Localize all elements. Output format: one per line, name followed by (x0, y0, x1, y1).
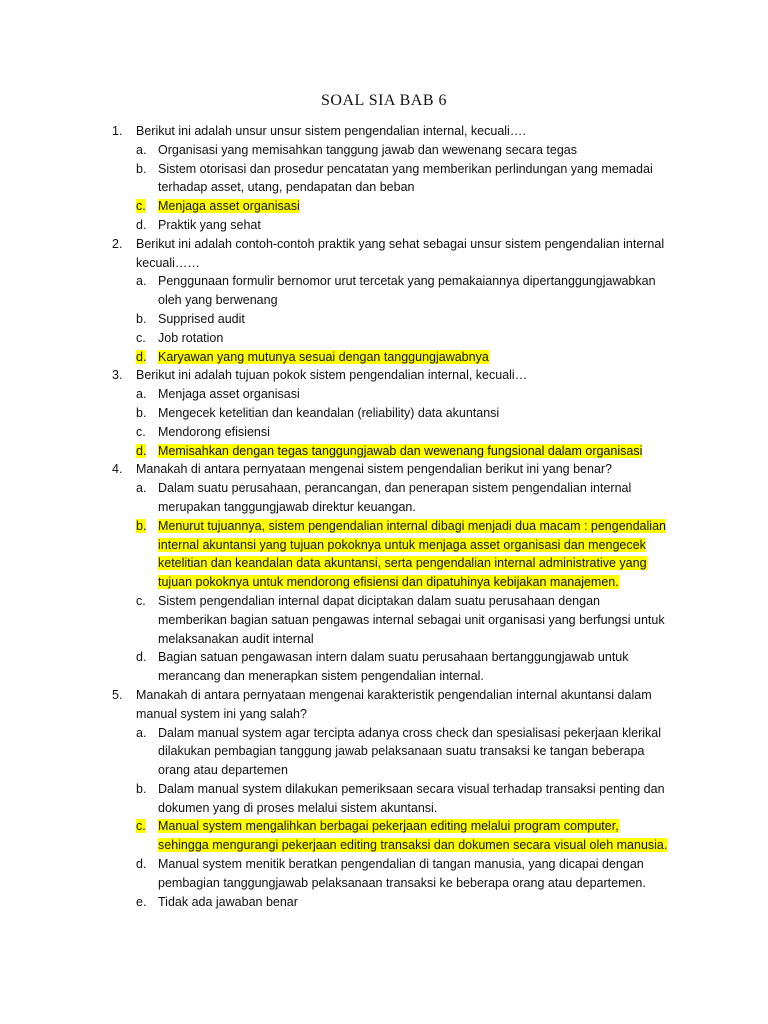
option-line (158, 742, 682, 761)
option-item-highlighted (136, 517, 682, 592)
option-text: Karyawan yang mutunya sesuai dengan tanggungjawabnya (158, 349, 489, 364)
option-letter: e. (136, 894, 147, 909)
question-number: 2. (112, 236, 123, 251)
option-line (158, 385, 682, 404)
question-text: Berikut ini adalah tujuan pokok sistem pengendalian internal, kecuali… (136, 368, 528, 383)
option-list (136, 724, 682, 912)
question-number: 4. (112, 462, 123, 477)
option-line (158, 611, 682, 630)
option-letter (136, 517, 146, 536)
option-text: oleh yang berwenang (158, 293, 278, 308)
option-letter: b. (136, 311, 147, 326)
option-list (136, 385, 682, 460)
option-letter: a. (136, 274, 147, 289)
option-letter (136, 348, 146, 367)
option-text: merupakan tanggungjawab direktur keuangan. (158, 499, 416, 514)
option-text: tujuan pokoknya untuk mendorong efisiensi dan dipatuhinya kebijakan manajemen. (158, 575, 619, 590)
option-line (158, 592, 682, 611)
option-item (136, 423, 682, 442)
option-text: orang atau departemen (158, 763, 288, 778)
option-item (136, 160, 682, 198)
option-line (158, 817, 682, 836)
option-line (158, 761, 682, 780)
question-number: 1. (112, 124, 123, 138)
option-text: Sistem pengendalian internal dapat diciptakan dalam suatu perusahaan dengan (158, 593, 600, 608)
question-text: manual system ini yang salah? (136, 706, 307, 721)
option-item-highlighted (136, 817, 682, 855)
question-text: Manakah di antara pernyataan mengenai karakteristik pengendalian internal akuntansi dalam (136, 687, 652, 702)
document-title: SOAL SIA BAB 6 (321, 92, 447, 109)
option-text: Dalam suatu perusahaan, perancangan, dan penerapan sistem pengendalian internal (158, 481, 632, 496)
option-item (136, 724, 682, 780)
option-letter: b. (136, 781, 147, 796)
option-list (136, 272, 682, 366)
question-text: kecuali…… (136, 255, 200, 270)
option-item-highlighted (136, 442, 682, 461)
option-line (158, 799, 682, 818)
option-list (136, 479, 682, 686)
option-line (158, 329, 682, 348)
option-item (136, 648, 682, 686)
option-line (158, 272, 682, 291)
option-text: Memisahkan dengan tegas tanggungjawab dan wewenang fungsional dalam organisasi (158, 443, 643, 458)
option-line (158, 780, 682, 799)
question-text: Berikut ini adalah unsur unsur sistem pengendalian internal, kecuali…. (136, 124, 526, 138)
option-line (158, 554, 682, 573)
option-line (158, 893, 682, 912)
question-number: 3. (112, 368, 123, 383)
option-letter (136, 442, 146, 461)
option-item (136, 893, 682, 912)
option-text: dokumen yang di proses melalui sistem akuntansi. (158, 800, 438, 815)
option-letter: a. (136, 387, 147, 402)
option-text: internal akuntansi yang tujuan pokoknya untuk menjaga asset organisasi dan mengecek (158, 537, 646, 552)
option-line (158, 724, 682, 743)
option-letter-text: c. (136, 819, 146, 834)
option-line (158, 404, 682, 423)
option-item-highlighted (136, 197, 682, 216)
option-letter: b. (136, 405, 147, 420)
option-line (158, 348, 682, 367)
option-item (136, 272, 682, 310)
option-text: dilakukan pembagian tanggung jawab pelaksanaan suatu transaksi ke tangan beberapa (158, 744, 645, 759)
option-text: Praktik yang sehat (158, 217, 261, 232)
option-text: pembagian tanggungjawab pelaksanaan transaksi ke beberapa orang atau departemen. (158, 875, 646, 890)
option-line (158, 141, 682, 160)
option-line (158, 630, 682, 649)
option-text: Dalam manual system dilakukan pemeriksaan secara visual terhadap transaksi penting dan (158, 781, 665, 796)
option-text: Organisasi yang memisahkan tanggung jawab dan wewenang secara tegas (158, 142, 578, 157)
option-letter (136, 197, 146, 216)
question-item (112, 235, 682, 367)
option-text: Manual system mengalihkan berbagai pekerjaan editing melalui program computer, (158, 819, 619, 834)
option-item-highlighted (136, 348, 682, 367)
option-line (158, 536, 682, 555)
option-line (158, 479, 682, 498)
option-item (136, 404, 682, 423)
option-text: melaksanakan audit internal (158, 631, 314, 646)
option-letter-text: d. (136, 443, 147, 458)
option-list (136, 141, 682, 235)
question-item (112, 366, 682, 460)
option-line (158, 498, 682, 517)
option-letter: b. (136, 161, 147, 176)
option-item (136, 855, 682, 893)
option-text: Supprised audit (158, 311, 245, 326)
option-line (158, 423, 682, 442)
option-text: Dalam manual system agar tercipta adanya cross check dan spesialisasi pekerjaan klerikal (158, 725, 662, 740)
option-line (158, 197, 682, 216)
option-text: Sistem otorisasi dan prosedur pencatatan yang memberikan perlindungan yang memadai (158, 161, 653, 176)
option-line (158, 310, 682, 329)
option-line (158, 573, 682, 592)
option-text: Penggunaan formulir bernomor urut tercetak yang pemakaiannya dipertanggungjawabkan (158, 274, 656, 289)
option-letter: a. (136, 142, 147, 157)
option-letter: d. (136, 857, 147, 872)
question-item (112, 122, 682, 235)
option-text: merancang dan menerapkan sistem pengendalian internal. (158, 669, 484, 684)
option-line (158, 874, 682, 893)
option-letter: d. (136, 217, 147, 232)
question-text: Berikut ini adalah contoh-contoh praktik yang sehat sebagai unsur sistem pengendalian internal (136, 236, 665, 251)
option-text: Manual system menitik beratkan pengendalian di tangan manusia, yang dicapai dengan (158, 857, 644, 872)
question-item (112, 686, 682, 912)
option-item (136, 592, 682, 648)
option-text: Menjaga asset organisasi (158, 199, 300, 214)
option-text: Bagian satuan pengawasan intern dalam suatu perusahaan bertanggungjawab untuk (158, 650, 629, 665)
option-item (136, 479, 682, 517)
option-letter: c. (136, 330, 146, 345)
option-letter-text: d. (136, 349, 147, 364)
option-text: Menurut tujuannya, sistem pengendalian internal dibagi menjadi dua macam : pengendalian (158, 518, 666, 533)
option-line (158, 160, 682, 179)
option-letter: c. (136, 593, 146, 608)
option-text: memberikan bagian satuan pengawas internal sebagai unit organisasi yang berfungsi untuk (158, 612, 665, 627)
option-item (136, 780, 682, 818)
question-item (112, 460, 682, 686)
option-item (136, 141, 682, 160)
option-line (158, 648, 682, 667)
option-line (158, 836, 682, 855)
option-item (136, 216, 682, 235)
question-number: 5. (112, 687, 123, 702)
option-line (158, 517, 682, 536)
option-line (158, 442, 682, 461)
option-item (136, 385, 682, 404)
option-line (158, 216, 682, 235)
option-line (158, 291, 682, 310)
question-list (112, 122, 682, 911)
option-line (158, 178, 682, 197)
option-item (136, 329, 682, 348)
option-text: ketelitian dan keandalan data akuntansi, serta pengendalian internal administrative yang (158, 556, 647, 571)
option-text: Mengecek ketelitian dan keandalan (reliability) data akuntansi (158, 405, 500, 420)
option-line (158, 667, 682, 686)
option-text: Tidak ada jawaban benar (158, 894, 298, 909)
option-text: terhadap asset, utang, pendapatan dan beban (158, 180, 415, 195)
option-letter-text: b. (136, 518, 147, 533)
option-letter-text: c. (136, 199, 146, 214)
question-text: Manakah di antara pernyataan mengenai sistem pengendalian berikut ini yang benar? (136, 462, 613, 477)
option-letter: a. (136, 481, 147, 496)
option-text: Menjaga asset organisasi (158, 387, 300, 402)
option-letter: c. (136, 424, 146, 439)
option-letter (136, 817, 146, 836)
option-text: sehingga mengurangi pekerjaan editing transaksi dan dokumen secara visual oleh manusia. (158, 838, 668, 853)
option-text: Job rotation (158, 330, 224, 345)
option-line (158, 855, 682, 874)
option-item (136, 310, 682, 329)
option-letter: d. (136, 650, 147, 665)
option-letter: a. (136, 725, 147, 740)
option-text: Mendorong efisiensi (158, 424, 270, 439)
